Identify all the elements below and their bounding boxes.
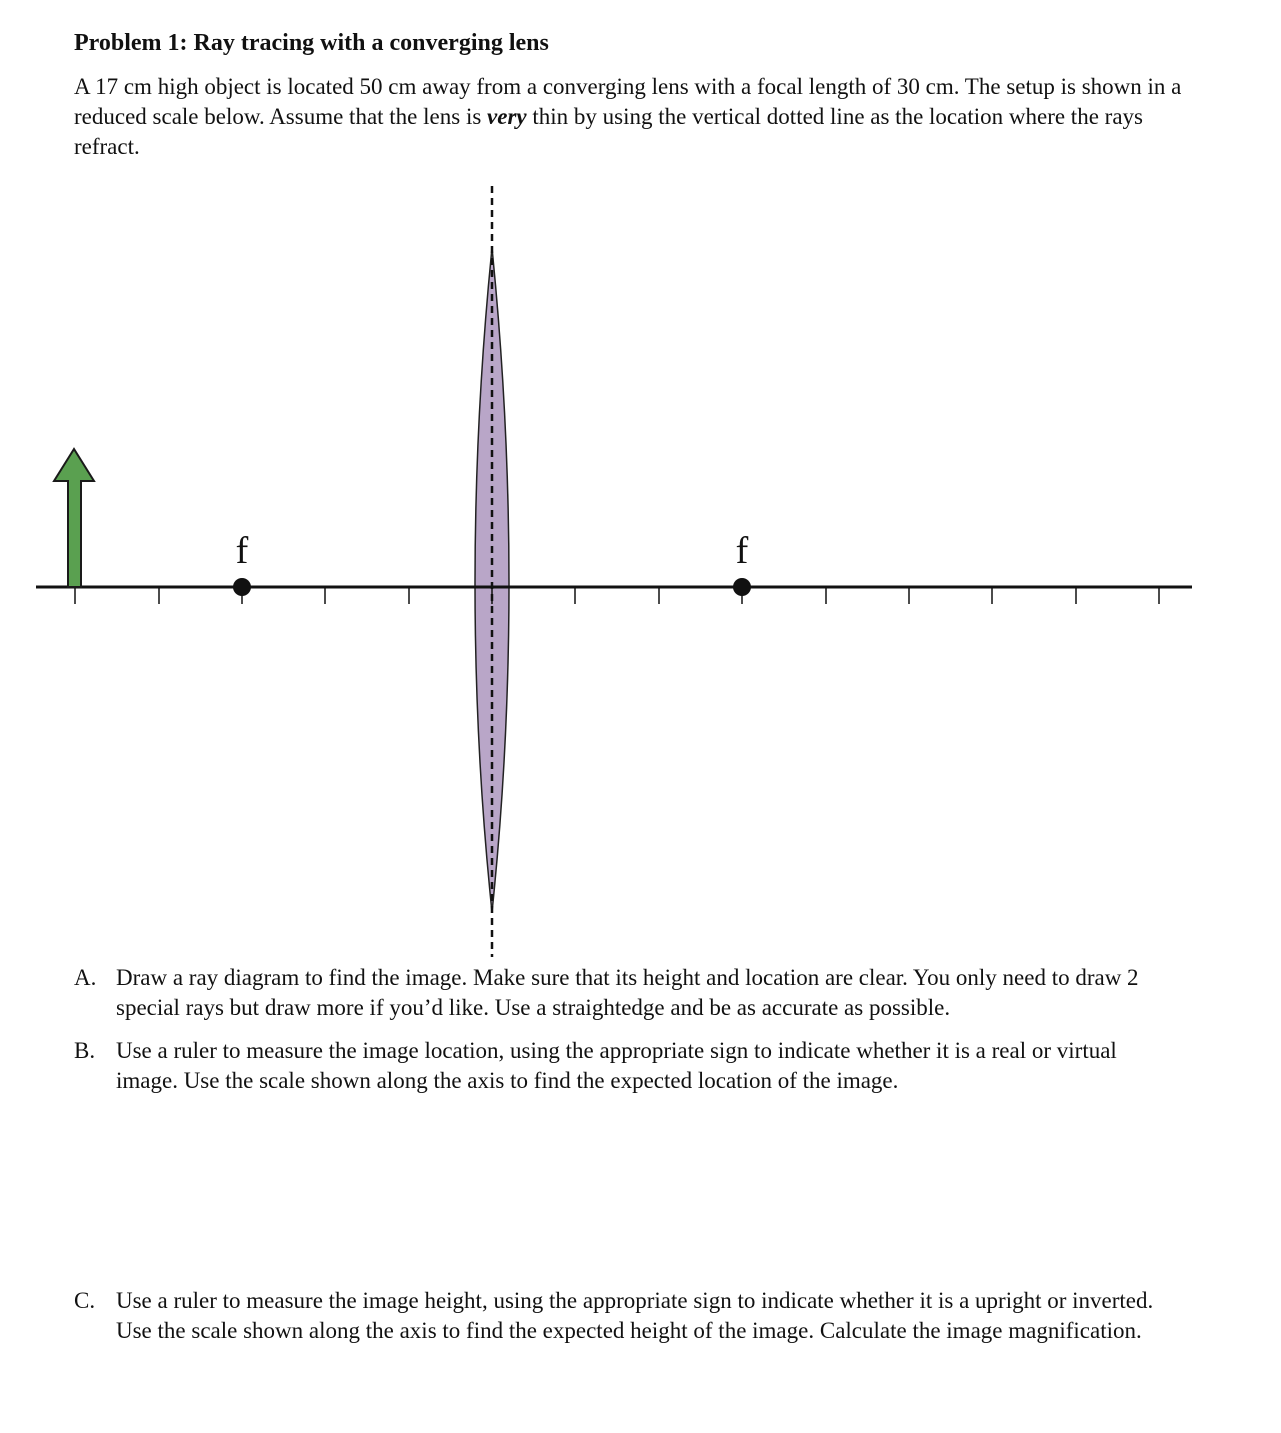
intro-text-part2: thin by using the vertical dotted line as the location where the rays refract. (74, 104, 1143, 159)
question-b (74, 1036, 1184, 1096)
problem-title: Problem 1: Ray tracing with a converging lens (74, 30, 549, 56)
focal-point-right (733, 578, 751, 596)
question-text: Draw a ray diagram to find the image. Make sure that its height and location are clear. You only need to draw 2 special rays but draw more if you’d like. Use a straightedge and be as accurate as possible. (116, 965, 1139, 1020)
question-letter: B. (74, 1038, 96, 1063)
intro-text-part1: A 17 cm high object is located 50 cm away from a converging lens with a focal length of 30 cm. The setup is shown in a reduced scale below. Assume that the lens is (74, 74, 1182, 129)
question-letter: A. (74, 965, 97, 990)
question-text: Use a ruler to measure the image location, using the appropriate sign to indicate whether it is a real or virtual image. Use the scale shown along the axis to find the expected location of the image. (116, 1038, 1117, 1093)
question-a (74, 963, 1184, 1023)
object-arrow (54, 449, 94, 587)
focal-label-left: f (235, 530, 249, 572)
question-c (74, 1286, 1184, 1346)
question-letter: C. (74, 1288, 96, 1313)
question-text: Use a ruler to measure the image height, using the appropriate sign to indicate whether it is a upright or inverted. Use the scale shown along the axis to find the expected height of the image. Calculate the image magnification. (116, 1288, 1154, 1343)
focal-label-right: f (735, 530, 749, 572)
intro-emphasis: very (487, 104, 527, 129)
focal-point-left (233, 578, 251, 596)
